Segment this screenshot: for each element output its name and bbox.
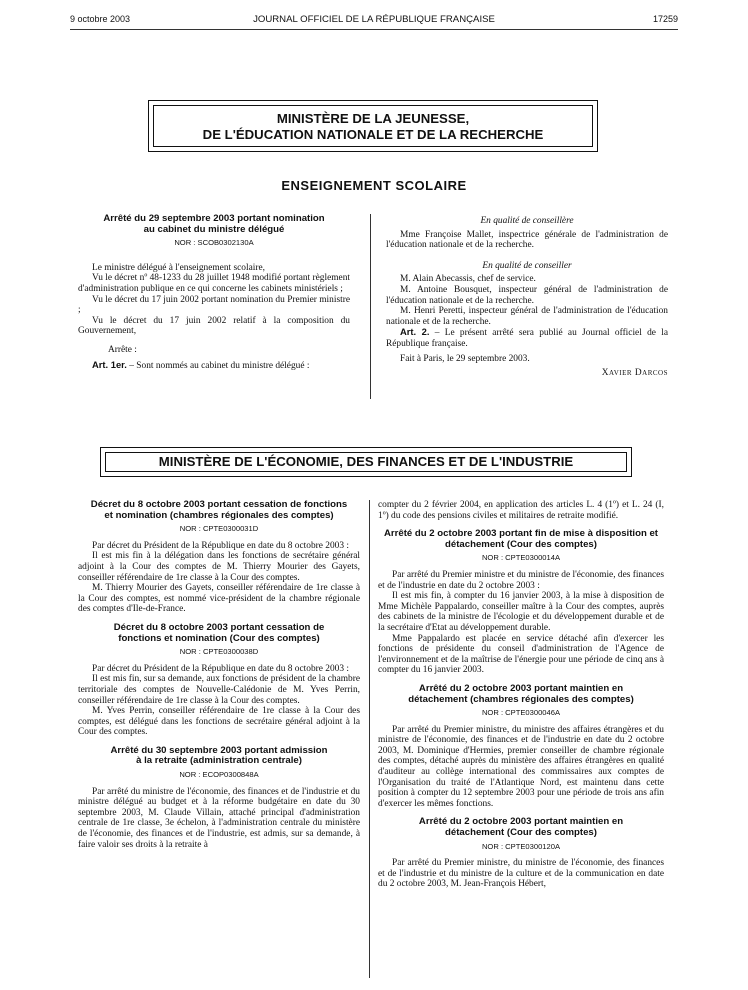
nor-code: NOR : CPTE0300038D	[179, 647, 259, 657]
paragraph: Le ministre délégué à l'enseignement scolaire,	[92, 262, 265, 273]
paragraph: Par décret du Président de la République en date du 8 octobre 2003 :	[92, 540, 349, 551]
ministry-title-line1: MINISTÈRE DE LA JEUNESSE,	[276, 111, 470, 126]
paragraph: Par arrêté du Premier ministre, du ministre des affaires étrangères et du ministre de l'économie, des finances et de l'industrie en date du 2 octobre 2003, M. Dominique d'Hermies, premier conseiller de chambre régionale des comptes, détaché auprès du ministère des affaires étrangères en qualité d'auditeur au collège international des commissaires aux comptes de l'Organisation du traité de l'Atlantique Nord, est maintenu dans cette position à compter du 12 septembre 2003 pour une période de trois ans afin d'exercer les mêmes fonctions.	[378, 724, 664, 809]
paragraph: Il est mis fin, à compter du 16 janvier 2003, à la mise à disposition de Mme Michèle Pappalardo, conseiller maître à la Cour des comptes, auprès des cabinets de la ministre de l'écologie et du développement durable et de la secrétaire d'Etat au développement durable.	[378, 591, 664, 633]
paragraph: Mme Françoise Mallet, inspectrice générale de l'administration de l'éducation nationale et de la recherche.	[386, 229, 668, 251]
header-page-number: 17259	[652, 14, 678, 24]
arrete-title: Arrêté du 2 octobre 2003 portant fin de mise à disposition et détachement (Cour des comptes)	[383, 528, 658, 550]
nor-code: NOR : CPTE0300014A	[481, 553, 561, 563]
paragraph: Par arrêté du Premier ministre et du ministre de l'économie, des finances et de l'industrie en date du 2 octobre 2003 :	[378, 569, 664, 591]
arrete-keyword: Arrête :	[108, 344, 137, 355]
ministry-box-economy	[100, 447, 632, 477]
paragraph: Mme Pappalardo est placée en service détaché afin d'exercer les fonctions de présidente du conseil d'administration de l'Agence de l'environnement et de la maîtrise de l'énergie pour une période de cinq ans à compter du 16 janvier 2003.	[378, 633, 664, 676]
paragraph: Vu le décret du 17 juin 2002 portant nomination du Premier ministre ;	[78, 294, 350, 316]
right-column	[378, 500, 664, 890]
ministry-title-line2: DE L'ÉDUCATION NATIONALE ET DE LA RECHERCHE	[202, 127, 544, 142]
paragraph: M. Thierry Mourier des Gayets, conseiller référendaire de 1re classe à la Cour des comptes, est nommé vice-président de la chambre régionale des comptes d'Ile-de-France.	[78, 583, 360, 615]
nor-code: NOR : CPTE0300120A	[481, 841, 561, 851]
article-label: Art. 2.	[400, 326, 430, 338]
header-date: 9 octobre 2003	[70, 14, 131, 24]
arrete-nomination-left	[78, 214, 350, 371]
paragraph: Par arrêté du ministre de l'économie, des finances et de l'industrie et du ministre délégué au budget et à la réforme budgétaire en date du 30 septembre 2003, M. Claude Villain, attaché principal d'administration centrale de 1re classe, 3e échelon, à l'administration centrale du ministère de l'économie, des finances et de l'industrie, est admis, sur sa demande, à faire valoir ses droits à la retraite à	[78, 786, 360, 850]
header-journal-title: JOURNAL OFFICIEL DE LA RÉPUBLIQUE FRANÇAISE	[253, 14, 495, 25]
paragraph: M. Alain Abecassis, chef de service.	[400, 274, 536, 285]
arrete-title: Arrêté du 30 septembre 2003 portant admission à la retraite (administration centrale)	[110, 744, 328, 767]
paragraph: Vu le décret nº 48-1233 du 28 juillet 1948 modifié portant règlement d'administration publique en ce qui concerne les cabinets ministériels ;	[78, 273, 350, 294]
ministry-title: MINISTÈRE DE L'ÉCONOMIE, DES FINANCES ET DE L'INDUSTRIE	[158, 454, 574, 469]
paragraph: Fait à Paris, le 29 septembre 2003.	[400, 353, 530, 364]
nor-code: NOR : ECOP0300848A	[179, 770, 259, 780]
qualite-heading: En qualité de conseillère	[480, 216, 574, 226]
paragraph: M. Yves Perrin, conseiller référendaire de 1re classe à la Cour des comptes, est délégué dans les fonctions de secrétaire général adjoint à la Cour des comptes.	[78, 706, 360, 738]
section-title: ENSEIGNEMENT SCOLAIRE	[281, 178, 467, 193]
nor-code: NOR : CPTE0300031D	[179, 524, 259, 534]
paragraph: M. Henri Peretti, inspecteur général de l'administration de l'éducation nationale et de la recherche.	[386, 306, 668, 327]
article-text: – Le présent arrêté sera publié au Journal officiel de la République française.	[386, 328, 668, 349]
paragraph: compter du 2 février 2004, en application des articles L. 4 (1º) et L. 24 (I, 1º) du code des pensions civiles et militaires de retraite modifié.	[378, 500, 664, 521]
nor-code: NOR : CPTE0300046A	[481, 708, 561, 718]
paragraph: Par arrêté du Premier ministre, du ministre de l'économie, des finances et de l'industrie et du ministre de la culture et de la communication en date du 2 octobre 2003, M. Jean-François Hébert,	[378, 858, 664, 890]
header-rule	[70, 29, 678, 30]
article-label: Art. 1er.	[92, 358, 127, 370]
qualite-heading: En qualité de conseiller	[482, 260, 572, 271]
decret-title: Décret du 8 octobre 2003 portant cessation de fonctions et nomination (Cour des comptes)	[113, 621, 325, 644]
paragraph: Vu le décret du 17 juin 2002 relatif à la composition du Gouvernement,	[78, 315, 350, 337]
arrete-title: Arrêté du 2 octobre 2003 portant maintien en détachement (Cour des comptes)	[418, 816, 624, 839]
paragraph: Il est mis fin à la délégation dans les fonctions de secrétaire général adjoint à la Cour des comptes de M. Thierry Mourier des Gayets, conseiller référendaire de 1re classe à la Cour des comptes.	[78, 551, 360, 583]
paragraph: Il est mis fin, sur sa demande, aux fonctions de président de la chambre territoriale des comptes de Nouvelle-Calédonie de M. Yves Perrin, conseiller référendaire de 1re classe à la Cour des comptes.	[78, 674, 360, 706]
column-divider	[370, 214, 371, 399]
arrete-title: Arrêté du 2 octobre 2003 portant maintien en détachement (chambres régionales des comptes)	[408, 682, 634, 705]
paragraph: M. Antoine Bousquet, inspecteur général de l'administration de l'éducation nationale et de la recherche.	[386, 284, 668, 306]
arrete-title: Arrêté du 29 septembre 2003 portant nomination au cabinet du ministre délégué	[103, 213, 325, 235]
left-column	[78, 500, 360, 850]
column-divider	[369, 500, 370, 978]
nor-code: NOR : SCOB0302130A	[174, 238, 254, 248]
signature: Xavier Darcos	[601, 368, 668, 379]
ministry-box-education	[148, 100, 598, 152]
paragraph: Par décret du Président de la République en date du 8 octobre 2003 :	[92, 663, 349, 674]
arrete-nomination-right	[386, 214, 668, 379]
decret-title: Décret du 8 octobre 2003 portant cessation de fonctions et nomination (chambres régionales des comptes)	[90, 499, 348, 521]
article-text: – Sont nommés au cabinet du ministre délégué :	[126, 360, 310, 371]
